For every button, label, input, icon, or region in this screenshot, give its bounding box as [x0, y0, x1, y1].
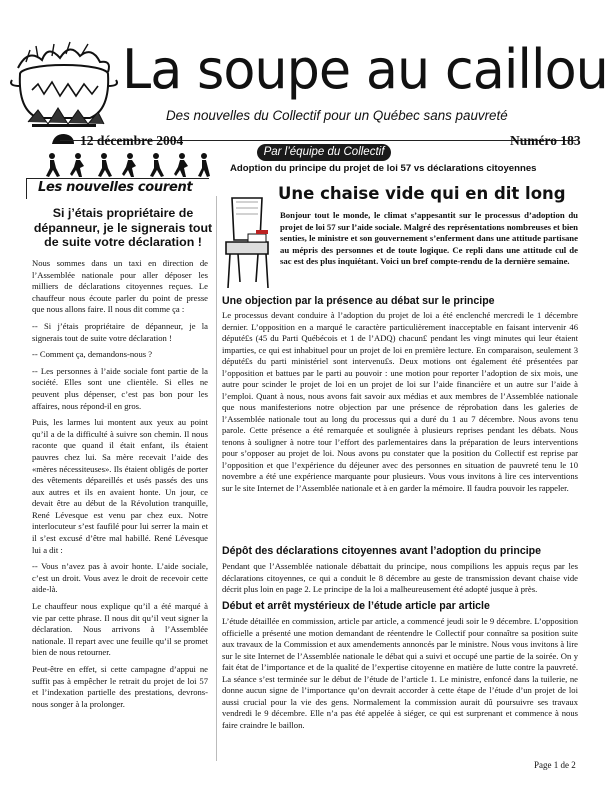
left-headline: Si j’étais propriétaire de dépanneur, je le signerais tout de suite votre déclaration ! [33, 206, 213, 249]
section-heading: Début et arrêt mystérieux de l’étude article par article [222, 600, 490, 612]
newsletter-subtitle: Des nouvelles du Collectif pour un Québec sans pauvreté [166, 108, 508, 123]
paragraph: -- Vous n’avez pas à avoir honte. L’aide sociale, c’est un droit. Vous avez le droit de recevoir cette aide-là. [32, 561, 208, 595]
paragraph: Puis, les larmes lui montent aux yeux au point qu’il a de la difficulté à suivre son chemin. Il nous raconte que quand il était enfant, ils étaient pauvres chez lui. Sa mère recevait l’aide des «mères nécessiteuses». Ils étaient obligés de porter des vêtements dépareillés et usés passés des uns aux autres et ils en avaient honte. Un jour, ce devait être au début de la Révolution tranquille, René Lévesque est venu par chez eux. Notre interlocuteur s’est faufilé pour lui serrer la main et il s’est excusé d’être mal habillé. René Lévesque lui a dit : [32, 417, 208, 555]
paragraph: -- Les personnes à l’aide sociale font partie de la société. Elles sont une clientèle. Si elles ne peuvent plus dépenser, c’est pas bon pour les affaires, nous répond-il en gros. [32, 365, 208, 411]
paragraph: -- Si j’étais propriétaire de dépanneur, je la signerais tout de suite votre déclaration ! [32, 320, 208, 343]
top-headline: Adoption du principe du projet de loi 57 vs déclarations citoyennes [230, 163, 537, 174]
byline-badge: Par l’équipe du Collectif [257, 144, 391, 161]
section-heading: Une objection par la présence au débat sur le principe [222, 295, 495, 307]
paragraph: Peut-être en effet, si cette campagne d’appui ne suffit pas à empêcher le retrait du projet de loi 57 et l’indexation partielle des prestations, devrons-nous songer à la prolonger. [32, 664, 208, 709]
issue-date: 12 décembre 2004 [80, 133, 184, 148]
main-headline: Une chaise vide qui en dit long [278, 184, 566, 203]
column-divider [216, 196, 217, 761]
paragraph: Le chauffeur nous explique qu’il a été marqué à vie par cette phrase. Il nous dit qu’il veut signer la déclaration. Nous arrivons à l’Assemblée nationale. Il repart avec une feuille qu’il se promet bien de nous retourner. [32, 601, 208, 658]
section-body: L’étude détaillée en commission, article par article, a commencé jeudi soir le 9 décembre. L’opposition officielle a présenté une motion demandant de réentendre le Collectif pour connaître sa position suite aux travaux de la Commission et aux amendements annoncés par le ministre. Nous vous invitons à lire sur le site Internet de l’Assemblée nationale le débat qui a suivi et occupé une partie de la soirée. On y fait état de l’importance et de la qualité de l’expertise citoyenne en matière de lutte contre la pauvreté. La séance s’est terminée sur le début de l’étude de l’article 1. Le ministre, enfoncé dans la tuilerie, ne donne aucun signe de l’importance qu’on devrait accorder à cette étape de l’étude d’un projet de loi aussi crucial pour la vie des gens. Normalement la commission aurait dû poursuivre ses travaux vendredi le 9 décembre. Elle n’a pas été appelée à siéger, ce qui est surprenant et commence à nous faire craindre le baillon. [222, 616, 578, 730]
empty-chair-illustration [222, 194, 274, 290]
section-body: Pendant que l’Assemblée nationale débattait du principe, nous compilions les appuis reçus par les déclarations citoyennes, ce qui a conduit le 8 décembre au geste de transmission devant chaise vide décrit plus loin en page 2. Le principe de la loi a malheureusement été adopté jusque à près. [222, 561, 578, 594]
section-title: Les nouvelles courent [38, 180, 193, 195]
newsletter-title: La soupe au caillou [122, 38, 608, 101]
soup-pot-logo [8, 40, 118, 128]
main-intro: Bonjour tout le monde, le climat s’appesantit sur le processus d’adoption du projet de loi 57 sur l’aide sociale. Malgré des représentations nombreuses et bien senties, le ministre et son gouvernement s’enferment dans une attitude partisane au mépris des personnes et de toute logique. Ce repli dans une attitude cul de sac est des plus inquiétant. Voici un bref compte-rendu de la dernière semaine. [280, 210, 578, 267]
section-body: Le processus devant conduire à l’adoption du projet de loi a été enclenché mercredi le 1 décembre dernier. L’opposition en a marqué le caractère particulièrement inacceptable en faisant intervenir 46 député£s (45 du Parti Québécois et 1 de l’ADQ) chacun£ pendant les vingt minutes qui leur étaient imparties, ce qui est inhabituel pour un projet de loi en première lecture. En comparaison, seulement 3 député£s du parti ministériel sont intervenu£s. Deux motions ont également été présentées par l’opposition et battues par le parti au pouvoir : une motion pour reporter l’adoption de six mois, une autre pour scinder le projet de loi en un projet de loi sur l’aide financière et un autre sur l’aide à l’emploi. Quant à nous, nous avons fait savoir aux médias et aux membres de l’Assemblée nationale que nous manifesterions notre objection par une présence de réprobation dans les galeries de l’Assemblée nationale tout au long du processus qui a duré du 1 au 7 décembre. Nous avons tenu parole. Cette présence a été remarquée et soulignée à plusieurs reprises pendant les débats. Nous tenons à souligner à notre tour l’effort des parlementaires dans la préparation de leurs interventions pour s’opposer au projet de loi. Nous avons pu constater que la position du Collectif est reprise par l’opposition et que l’expérience du déjeuner avec des personnes en situation de pauvreté tenu le 10 novembre a été une expérience marquante pour plusieurs. Vous vous invitons à lire ces interventions sur le site Internet de l’Assemblée nationale et à en garder la mémoire. Il faudra pouvoir les rappeler. [222, 310, 578, 493]
section-heading: Dépôt des déclarations citoyennes avant l’adoption du principe [222, 545, 542, 557]
page-number: Page 1 de 2 [534, 760, 576, 770]
left-article-body [32, 258, 208, 715]
running-figures-icon [40, 152, 210, 180]
paragraph: Nous sommes dans un taxi en direction de l’Assemblée nationale pour aller déposer les milliers de déclarations citoyennes reçues. Le chauffeur nous écoute parler du point de presse que nous allons faire. Il nous dit comme ça : [32, 258, 208, 315]
issue-number: Numéro 183 [510, 133, 581, 148]
paragraph: -- Comment ça, demandons-nous ? [32, 349, 153, 360]
